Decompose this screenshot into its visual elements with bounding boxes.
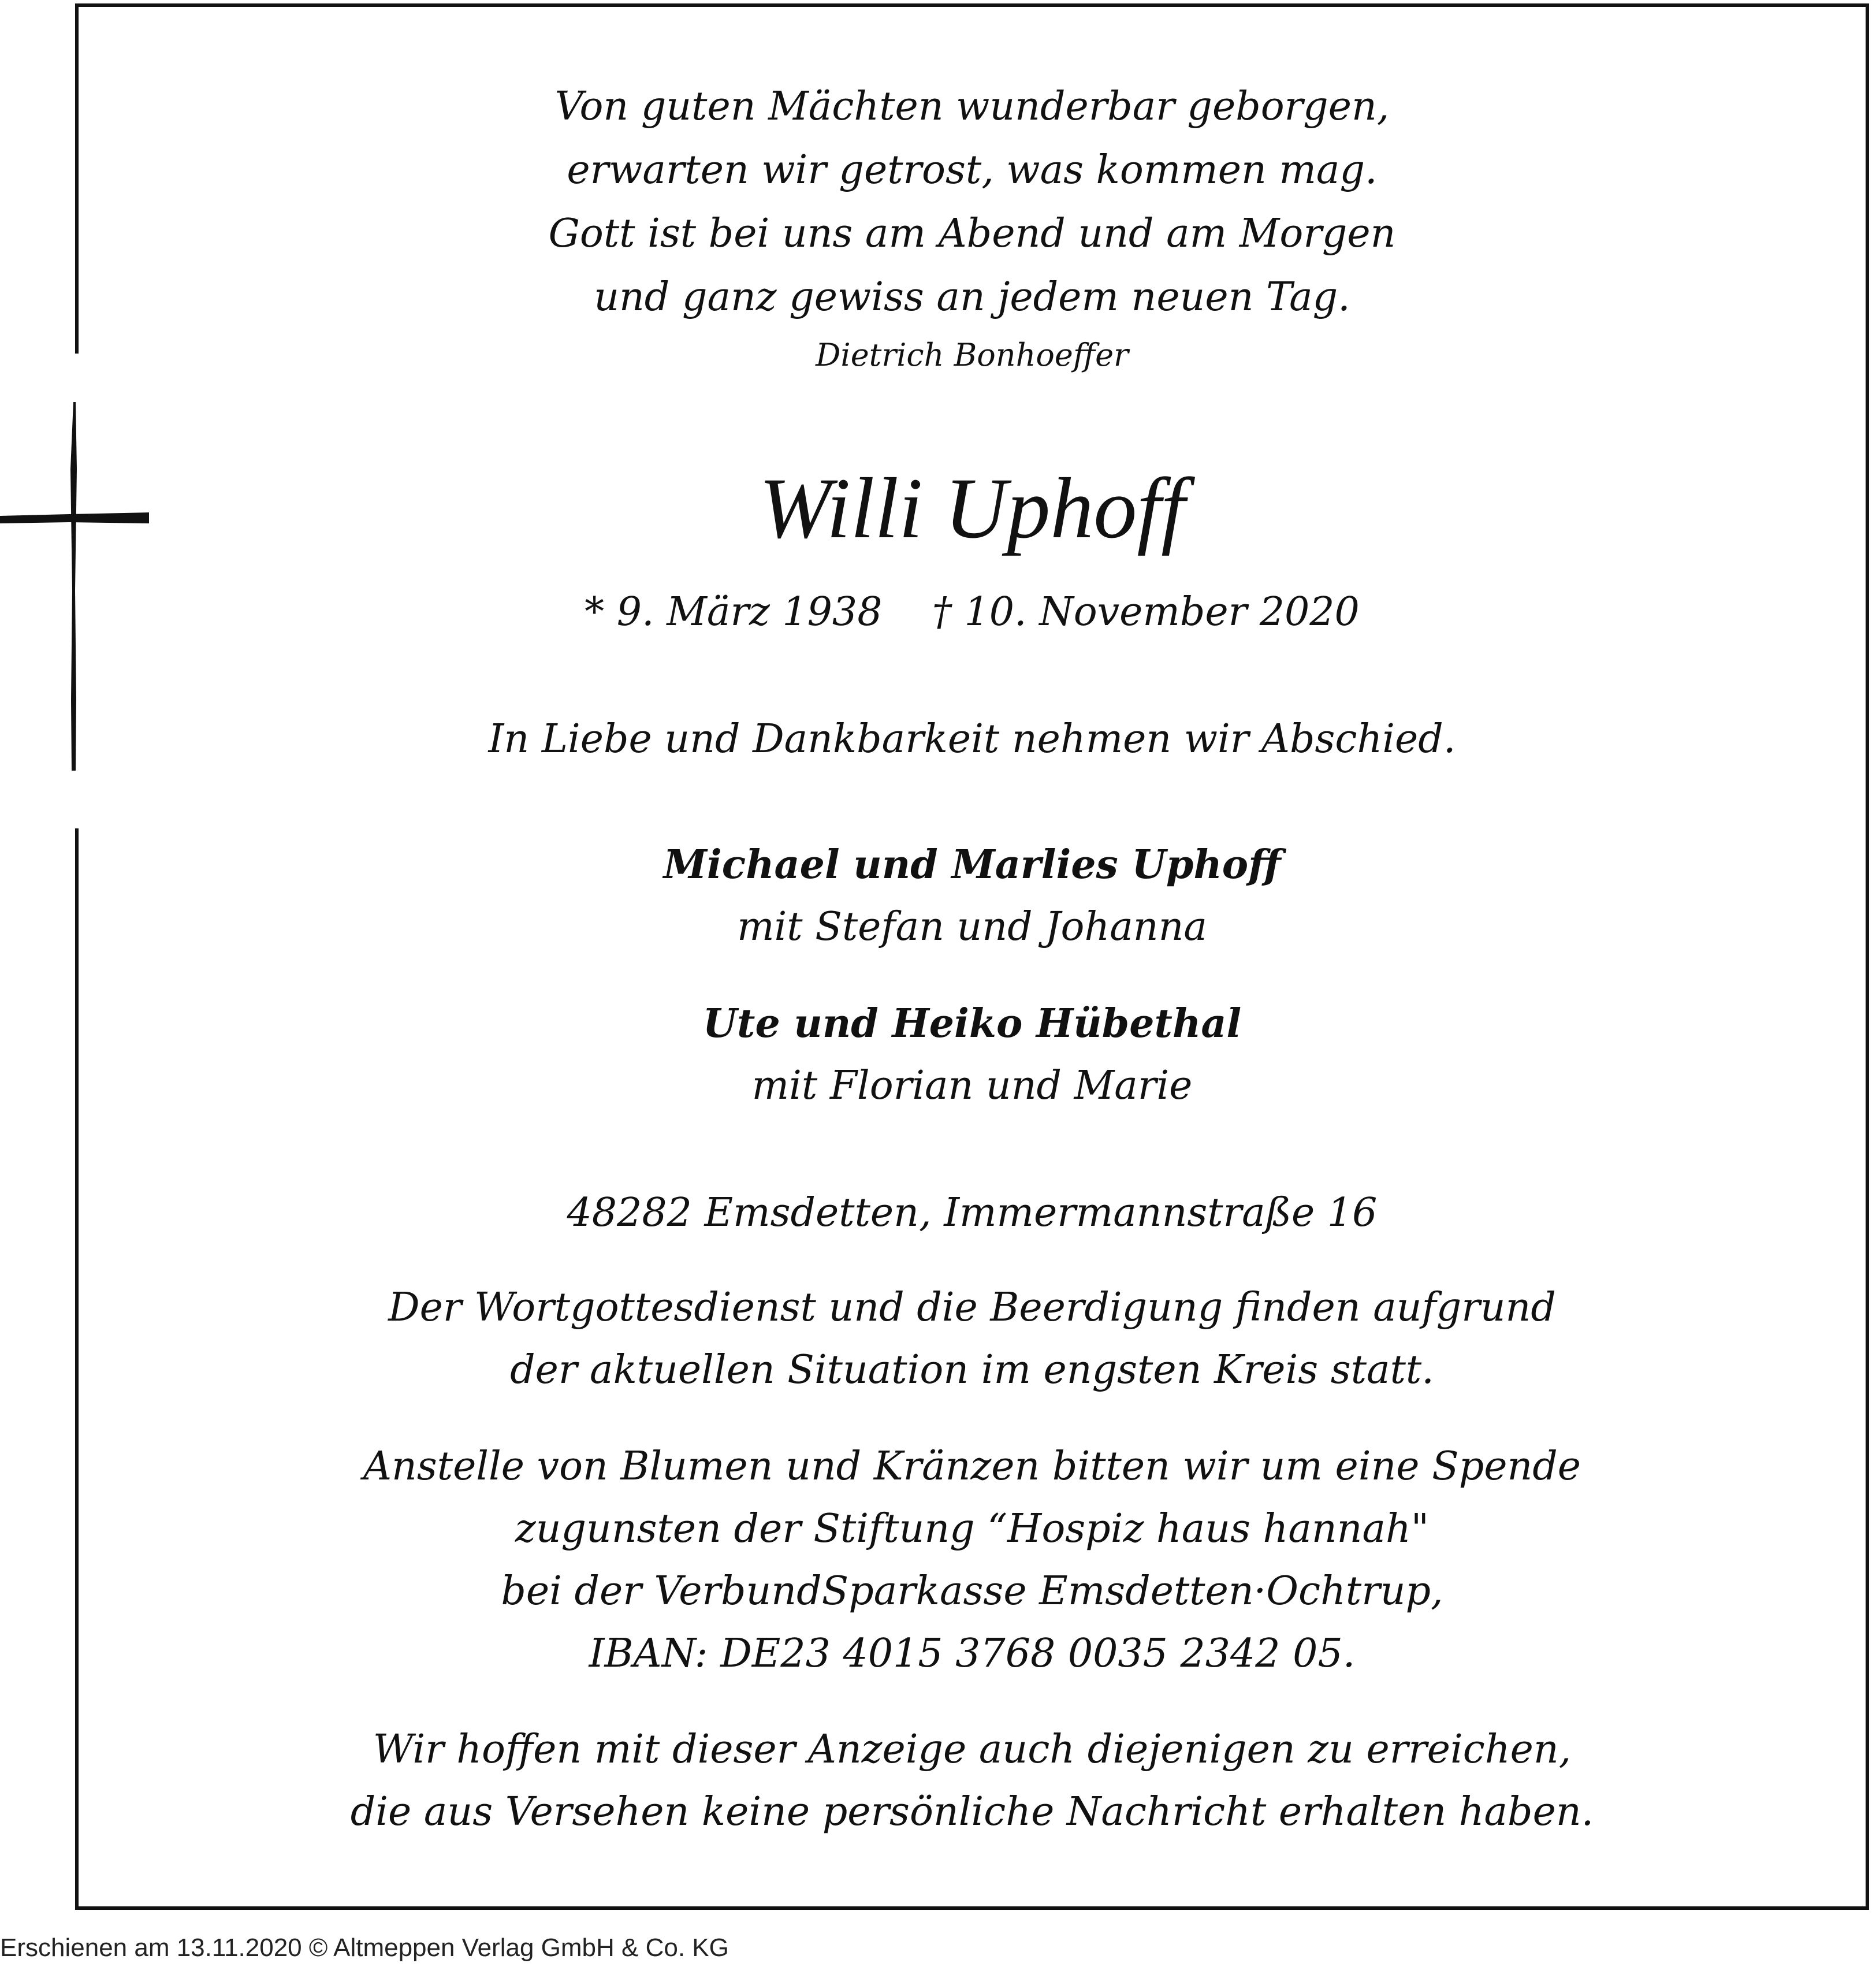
service-notice [79,1277,1866,1401]
frame-border-top [75,3,1869,7]
mourner-names: Michael und Marlies Uphoff [663,842,1281,888]
frame-border-bottom [75,1906,1869,1910]
closing-notice-line: die aus Versehen keine persönliche Nachricht erhalten haben. [350,1789,1594,1835]
motto-line: und ganz gewiss an jedem neuen Tag. [594,274,1350,320]
publication-footer: Erschienen am 13.11.2020 © Altmeppen Verlag GmbH & Co. KG [0,1934,729,1962]
mourner-children: mit Stefan und Johanna [737,904,1207,950]
farewell-statement: In Liebe und Dankbarkeit nehmen wir Abschied. [488,716,1456,762]
motto-verse [79,75,1866,329]
life-dates: * 9. März 1938 † 10. November 2020 [585,589,1360,635]
deceased-name: Willi Uphoff [759,460,1185,556]
closing-notice-line: Wir hoffen mit dieser Anzeige auch diejenigen zu erreichen, [373,1727,1572,1772]
donation-iban: IBAN: DE23 4015 3768 0035 2342 05. [589,1631,1356,1676]
mourner-group [79,992,1866,1117]
service-notice-line: der aktuellen Situation im engsten Kreis statt. [510,1347,1434,1393]
motto-line: erwarten wir getrost, was kommen mag. [567,147,1378,193]
donation-notice [79,1436,1866,1685]
frame-border-right [1866,3,1869,1910]
donation-notice-line: zugunsten der Stiftung “Hospiz haus hannah" [515,1506,1430,1552]
motto-author: Dietrich Bonhoeffer [816,337,1129,373]
donation-notice-line: Anstelle von Blumen und Kränzen bitten wir um eine Spende [363,1444,1581,1489]
motto-line: Gott ist bei uns am Abend und am Morgen [548,211,1396,256]
closing-notice [79,1719,1866,1843]
mourner-names: Ute und Heiko Hübethal [702,1001,1242,1047]
mourner-children: mit Florian und Marie [751,1063,1193,1109]
donation-notice-line: bei der VerbundSparkasse Emsdetten·Ochtrup, [501,1568,1443,1614]
mourner-group [79,834,1866,958]
family-address: 48282 Emsdetten, Immermannstraße 16 [567,1190,1378,1236]
service-notice-line: Der Wortgottesdienst und die Beerdigung finden aufgrund [388,1285,1556,1330]
motto-line: Von guten Mächten wunderbar geborgen, [554,84,1390,129]
